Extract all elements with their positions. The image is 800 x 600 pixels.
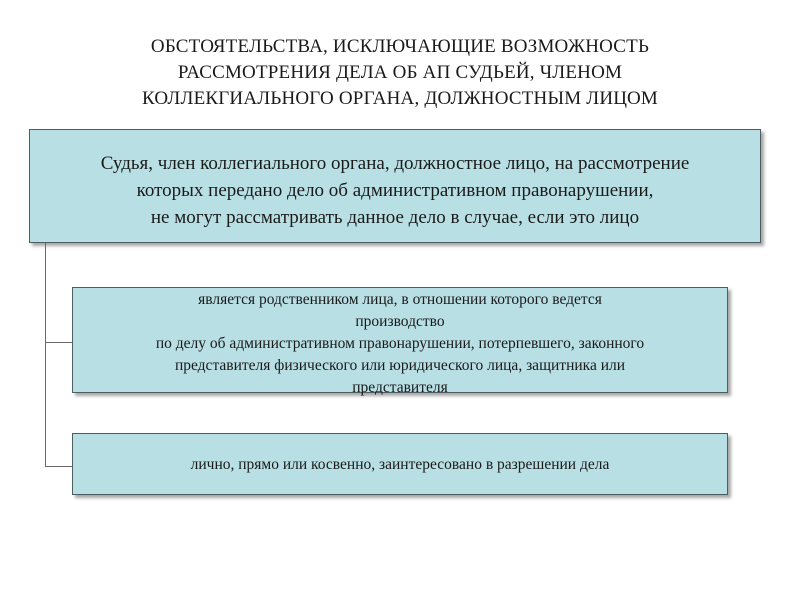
main-statement-line: Судья, член коллегиального органа, должностное лицо, на рассмотрение	[100, 153, 690, 174]
main-statement-line: не могут рассматривать данное дело в случае, если это лицо	[150, 207, 640, 228]
condition-line: является родственником лица, в отношении которого ведется	[198, 291, 602, 308]
condition-box-relative	[72, 287, 728, 396]
title-line: РАССМОТРЕНИЯ ДЕЛА ОБ АП СУДЬЕЙ, ЧЛЕНОМ	[177, 62, 623, 83]
main-statement-line: которых передано дело об административном правонарушении,	[136, 180, 654, 201]
title-line: ОБСТОЯТЕЛЬСТВА, ИСКЛЮЧАЮЩИЕ ВОЗМОЖНОСТЬ	[150, 36, 650, 57]
title-line: КОЛЛЕКГИАЛЬНОГО ОРГАНА, ДОЛЖНОСТНЫМ ЛИЦОМ	[142, 88, 658, 109]
condition-line: представителя физического или юридического лица, защитника или	[174, 357, 626, 374]
condition-line: производство	[355, 313, 445, 330]
condition-line: лично, прямо или косвенно, заинтересовано в разрешении дела	[190, 456, 610, 473]
condition-line: представителя	[352, 379, 448, 396]
main-statement-box	[29, 129, 761, 243]
condition-line: по делу об административном правонарушении, потерпевшего, законного	[155, 335, 645, 352]
connector-vertical-line	[45, 243, 46, 467]
condition-box-interested	[72, 433, 728, 495]
slide-title	[0, 34, 800, 112]
connector-branch-1	[45, 342, 72, 343]
connector-branch-2	[45, 466, 72, 467]
